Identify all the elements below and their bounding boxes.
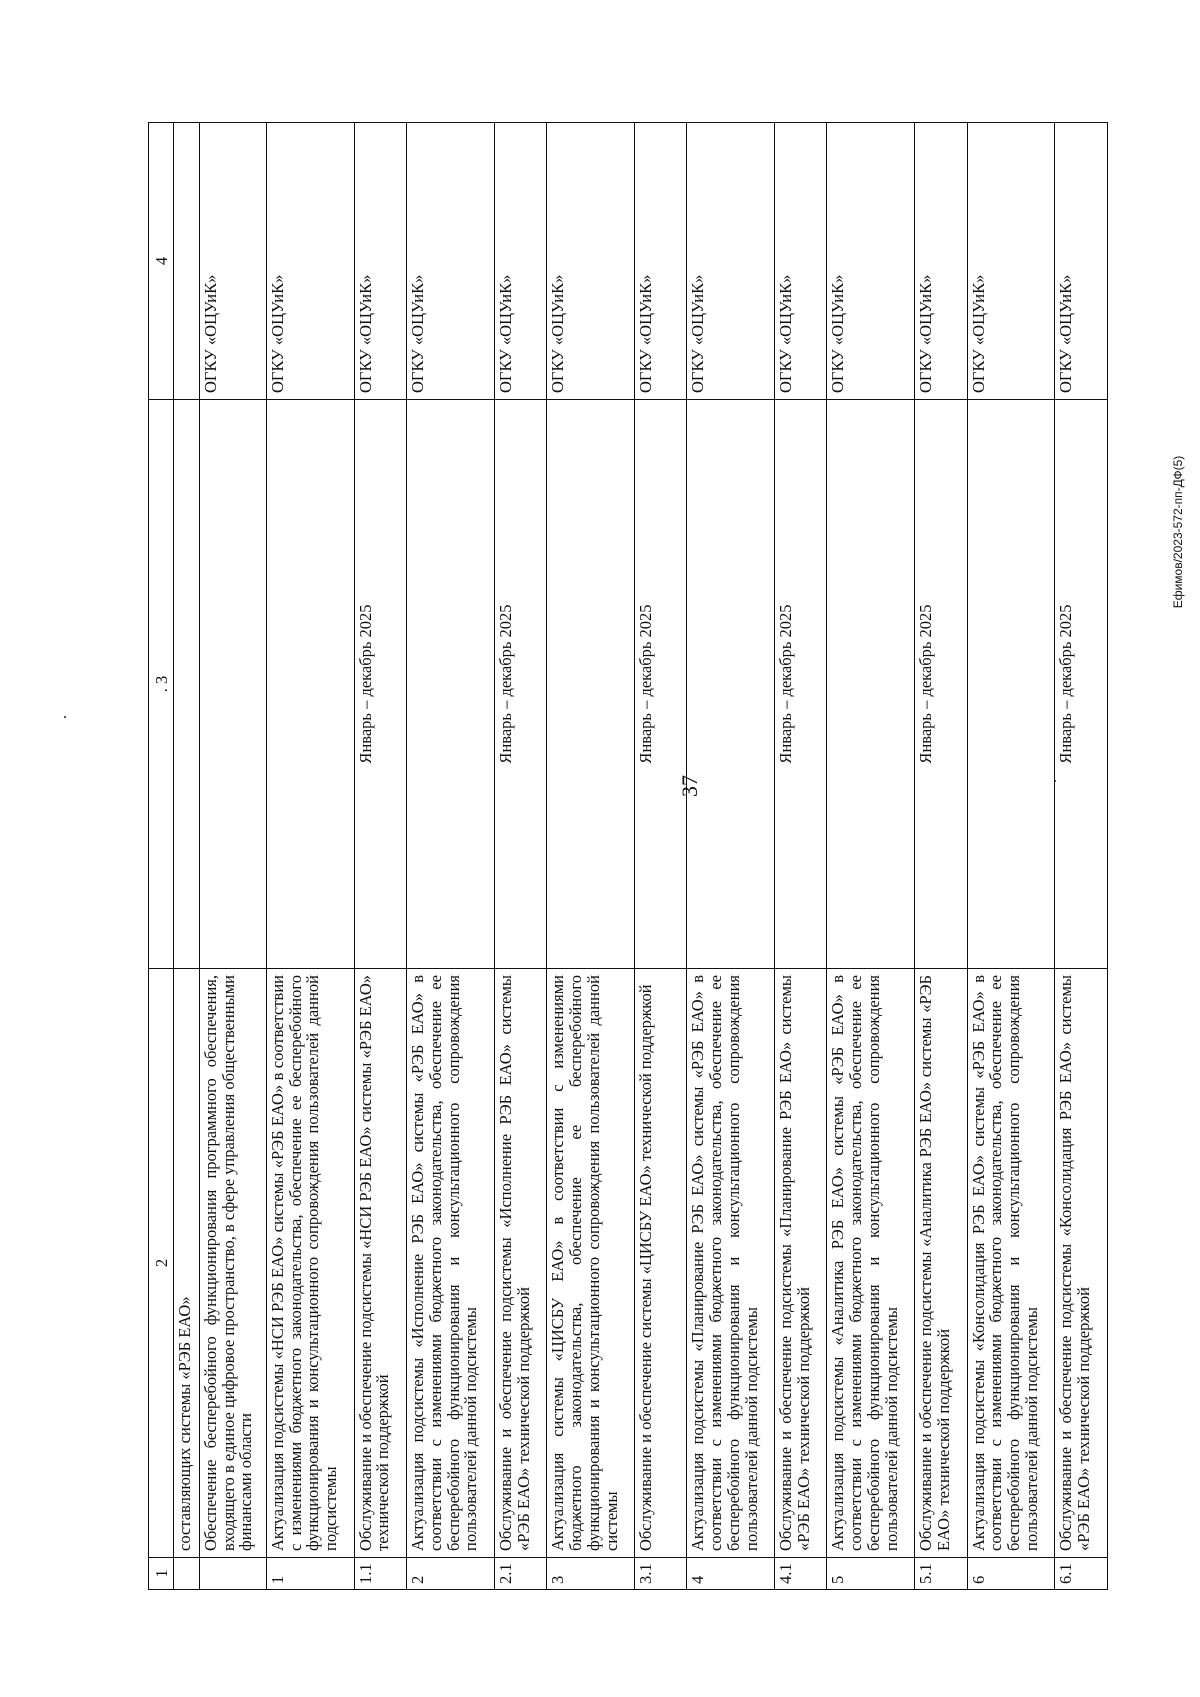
row-number-cell: 5.1 (915, 1558, 967, 1590)
header-col-4: 4 (149, 123, 174, 400)
period-cell (547, 400, 635, 969)
row-number-cell: 4.1 (775, 1558, 827, 1590)
executor-cell (174, 123, 199, 400)
row-number-cell: 5 (827, 1558, 915, 1590)
table-row (967, 123, 1055, 1590)
period-cell: Январь – декабрь 2025 (775, 400, 827, 969)
period-cell: Январь – декабрь 2025 (1055, 400, 1108, 969)
activity-description-cell: Обслуживание и обеспечение подсистемы «Консолидация РЭБ ЕАО» системы «РЭБ ЕАО» технической поддержкой (1055, 969, 1108, 1558)
table-row (406, 123, 494, 1590)
period-cell: Январь – декабрь 2025 (915, 400, 967, 969)
activity-description-cell: Актуализация подсистемы «НСИ РЭБ ЕАО» системы «РЭБ ЕАО» в соответствии с изменениями бюджетного законодательства, обеспечение ее бесперебойного функционирования и консультационного сопровождения пользователей данной подсистемы (266, 969, 354, 1558)
executor-cell: ОГКУ «ОЦУиК» (687, 123, 775, 400)
executor-cell: ОГКУ «ОЦУиК» (406, 123, 494, 400)
period-cell: Январь – декабрь 2025 (634, 400, 686, 969)
executor-cell: ОГКУ «ОЦУиК» (775, 123, 827, 400)
period-cell: Январь – декабрь 2025 (354, 400, 406, 969)
activity-description-cell: Обслуживание и обеспечение подсистемы «Исполнение РЭБ ЕАО» системы «РЭБ ЕАО» технической поддержкой (494, 969, 546, 1558)
table-row (1055, 123, 1108, 1590)
row-number-cell: 4 (687, 1558, 775, 1590)
executor-cell: ОГКУ «ОЦУиК» (494, 123, 546, 400)
header-col-1: 1 (149, 1558, 174, 1590)
executor-cell: ОГКУ «ОЦУиК» (266, 123, 354, 400)
table-row (494, 123, 546, 1590)
row-number-cell: 3 (547, 1558, 635, 1590)
row-number-cell: 3.1 (634, 1558, 686, 1590)
period-cell (967, 400, 1055, 969)
executor-cell: ОГКУ «ОЦУиК» (354, 123, 406, 400)
executor-cell: ОГКУ «ОЦУиК» (1055, 123, 1108, 400)
activity-description-cell: Обслуживание и обеспечение подсистемы «НСИ РЭБ ЕАО» системы «РЭБ ЕАО» технической поддержкой (354, 969, 406, 1558)
activity-description-cell: Обслуживание и обеспечение подсистемы «Аналитика РЭБ ЕАО» системы «РЭБ ЕАО» технической поддержкой (915, 969, 967, 1558)
table-row (547, 123, 635, 1590)
activity-description-cell: составляющих системы «РЭБ ЕАО» (174, 969, 199, 1558)
period-cell: Январь – декабрь 2025 (494, 400, 546, 969)
period-cell (199, 400, 266, 969)
row-number-cell (199, 1558, 266, 1590)
activity-description-cell: Актуализация подсистемы «Исполнение РЭБ ЕАО» системы «РЭБ ЕАО» в соответствии с изменениями бюджетного законодательства, обеспечение ее бесперебойного функционирования и консультационного сопровождения пользователей данной подсистемы (406, 969, 494, 1558)
activity-description-cell: Актуализация подсистемы «Консолидация РЭБ ЕАО» системы «РЭБ ЕАО» в соответствии с изменениями бюджетного законодательства, обеспечение ее бесперебойного функционирования и консультационного сопровождения пользователей данной подсистемы (967, 969, 1055, 1558)
period-cell (827, 400, 915, 969)
activity-description-cell: Обслуживание и обеспечение подсистемы «Планирование РЭБ ЕАО» системы «РЭБ ЕАО» технической поддержкой (775, 969, 827, 1558)
row-number-cell: 6.1 (1055, 1558, 1108, 1590)
activity-description-cell: Актуализация подсистемы «Аналитика РЭБ ЕАО» системы «РЭБ ЕАО» в соответствии с изменениями бюджетного законодательства, обеспечение ее бесперебойного функционирования и консультационного сопровождения пользователей данной подсистемы (827, 969, 915, 1558)
plan-table (148, 122, 1108, 1590)
table-row (174, 123, 199, 1590)
table-row (827, 123, 915, 1590)
plan-table-body (149, 123, 1108, 1590)
table-row (915, 123, 967, 1590)
executor-cell: ОГКУ «ОЦУиК» (827, 123, 915, 400)
activity-description-cell: Актуализация подсистемы «Планирование РЭБ ЕАО» системы «РЭБ ЕАО» в соответствии с изменениями бюджетного законодательства, обеспечение ее бесперебойного функционирования и консультационного сопровождения пользователей данной подсистемы (687, 969, 775, 1558)
document-code: Ефимов/2023-572-пп-ДФ(5) (1171, 455, 1185, 609)
executor-cell: ОГКУ «ОЦУиК» (634, 123, 686, 400)
row-number-cell: 2 (406, 1558, 494, 1590)
period-cell (266, 400, 354, 969)
scan-speck (64, 716, 66, 718)
table-row (687, 123, 775, 1590)
header-col-3: . 3 (149, 400, 174, 969)
period-cell (406, 400, 494, 969)
period-cell (174, 400, 199, 969)
row-number-cell: 1.1 (354, 1558, 406, 1590)
table-header-row (149, 123, 174, 1590)
table-row (634, 123, 686, 1590)
executor-cell: ОГКУ «ОЦУиК» (915, 123, 967, 400)
period-cell (687, 400, 775, 969)
table-row (354, 123, 406, 1590)
header-col-2: 2 (149, 969, 174, 1558)
page-number: 37 (677, 775, 702, 797)
row-number-cell: 2.1 (494, 1558, 546, 1590)
table-row (266, 123, 354, 1590)
activity-description-cell: Обеспечение бесперебойного функционирования программного обеспечения, входящего в единое цифровое пространство, в сфере управления общественными финансами области (199, 969, 266, 1558)
activity-description-cell: Актуализация системы «ЦИСБУ ЕАО» в соответствии с изменениями бюджетного законодательства, обеспечение ее бесперебойного функционирования и консультационного сопровождения пользователей данной системы (547, 969, 635, 1558)
rotated-table-container (148, 122, 1108, 1590)
executor-cell: ОГКУ «ОЦУиК» (967, 123, 1055, 400)
executor-cell: ОГКУ «ОЦУиК» (199, 123, 266, 400)
row-number-cell: 1 (266, 1558, 354, 1590)
table-row (199, 123, 266, 1590)
row-number-cell: 6 (967, 1558, 1055, 1590)
table-row (775, 123, 827, 1590)
row-number-cell (174, 1558, 199, 1590)
executor-cell: ОГКУ «ОЦУиК» (547, 123, 635, 400)
table-rotator (148, 122, 1108, 1590)
activity-description-cell: Обслуживание и обеспечение системы «ЦИСБУ ЕАО» технической поддержкой (634, 969, 686, 1558)
